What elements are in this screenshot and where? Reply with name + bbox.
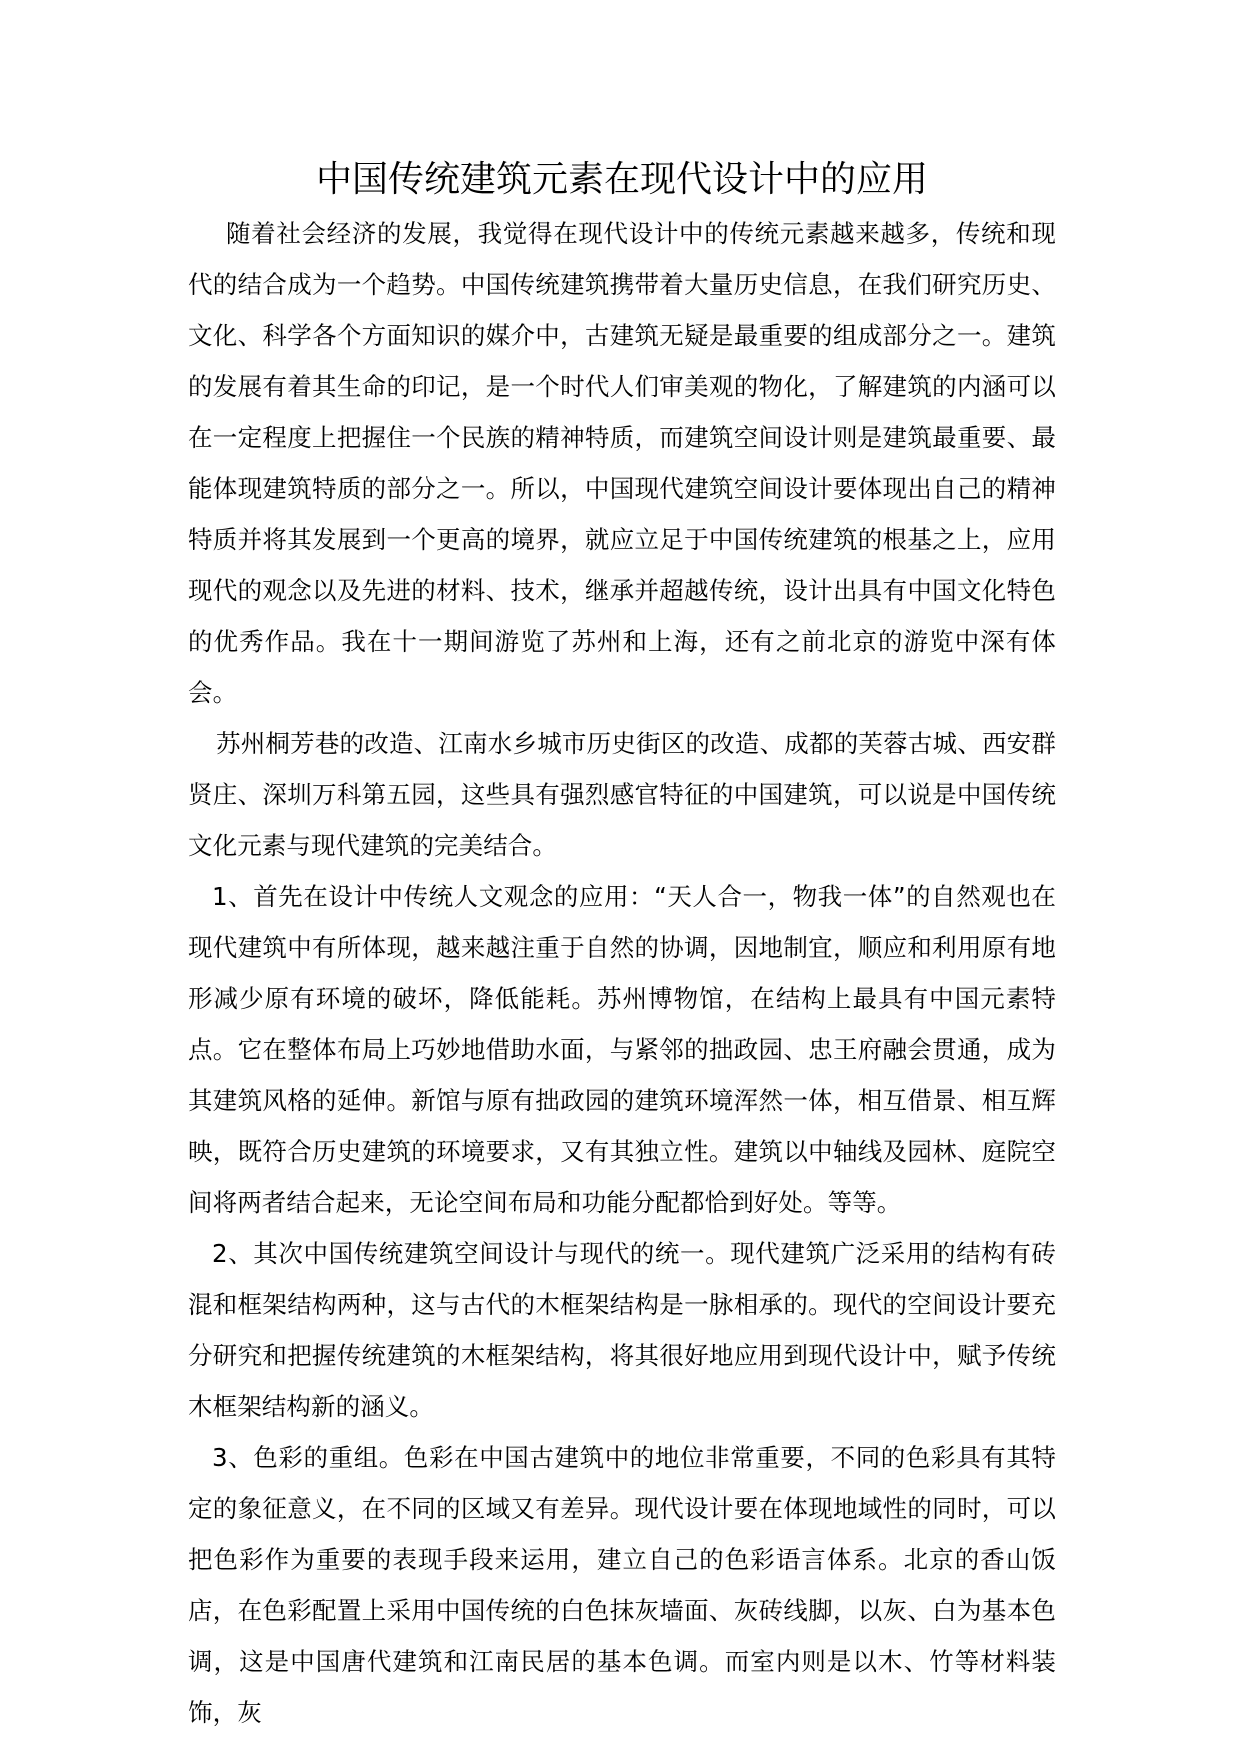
paragraph-point-1: 1、首先在设计中传统人文观念的应用：“天人合一，物我一体”的自然观也在现代建筑中有所体现，越来越注重于自然的协调，因地制宜，顺应和利用原有地形减少原有环境的破坏，降低能耗。苏州博物馆，在结构上最具有中国元素特点。它在整体布局上巧妙地借助水面，与紧邻的拙政园、忠王府融会贯通，成为其建筑风格的延伸。新馆与原有拙政园的建筑环境浑然一体，相互借景、相互辉映，既符合历史建筑的环境要求，又有其独立性。建筑以中轴线及园林、庭院空间将两者结合起来，无论空间布局和功能分配都恰到好处。等等。 <box>188 882 1056 1217</box>
paragraph-examples: 苏州桐芳巷的改造、江南水乡城市历史街区的改造、成都的芙蓉古城、西安群贤庄、深圳万科第五园，这些具有强烈感官特征的中国建筑，可以说是中国传统文化元素与现代建筑的完美结合。 <box>188 729 1056 860</box>
document-title: 中国传统建筑元素在现代设计中的应用 <box>315 159 928 200</box>
paragraph-point-2: 2、其次中国传统建筑空间设计与现代的统一。现代建筑广泛采用的结构有砖混和框架结构两种，这与古代的木框架结构是一脉相承的。现代的空间设计要充分研究和把握传统建筑的木框架结构，将其很好地应用到现代设计中，赋予传统木框架结构新的涵义。 <box>188 1239 1056 1421</box>
document-page <box>188 152 1056 1738</box>
paragraph-intro: 随着社会经济的发展，我觉得在现代设计中的传统元素越来越多，传统和现代的结合成为一个趋势。中国传统建筑携带着大量历史信息，在我们研究历史、文化、科学各个方面知识的媒介中，古建筑无疑是最重要的组成部分之一。建筑的发展有着其生命的印记，是一个时代人们审美观的物化，了解建筑的内涵可以在一定程度上把握住一个民族的精神特质，而建筑空间设计则是建筑最重要、最能体现建筑特质的部分之一。所以，中国现代建筑空间设计要体现出自己的精神特质并将其发展到一个更高的境界，就应立足于中国传统建筑的根基之上，应用现代的观念以及先进的材料、技术，继承并超越传统，设计出具有中国文化特色的优秀作品。我在十一期间游览了苏州和上海，还有之前北京的游览中深有体会。 <box>188 219 1056 707</box>
paragraph-point-3: 3、色彩的重组。色彩在中国古建筑中的地位非常重要，不同的色彩具有其特定的象征意义，在不同的区域又有差异。现代设计要在体现地域性的同时，可以把色彩作为重要的表现手段来运用，建立自己的色彩语言体系。北京的香山饭店，在色彩配置上采用中国传统的白色抹灰墙面、灰砖线脚，以灰、白为基本色调，这是中国唐代建筑和江南民居的基本色调。而室内则是以木、竹等材料装饰，灰 <box>188 1443 1056 1727</box>
